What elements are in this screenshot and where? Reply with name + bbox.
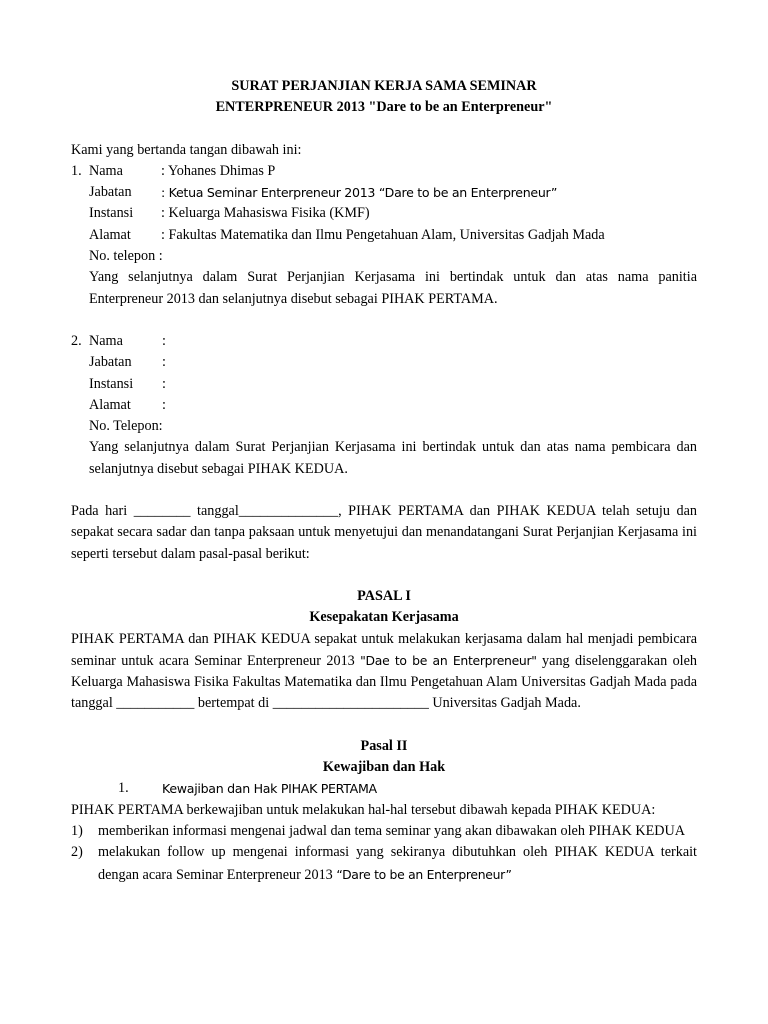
party-2-block bbox=[71, 331, 697, 480]
party-2-statement: Yang selanjutnya dalam Surat Perjanjian Kerjasama ini bertindak untuk dan atas nama pembicara dan selanjutnya disebut sebagai PIHAK KEDUA. bbox=[89, 439, 697, 477]
party-2-field-instansi bbox=[71, 374, 697, 395]
party-2-field-alamat bbox=[71, 395, 697, 416]
document-title bbox=[71, 76, 697, 119]
list-item-number: 2) bbox=[71, 844, 83, 861]
intro-text: Kami yang bertanda tangan dibawah ini: bbox=[71, 141, 302, 158]
party-1-statement: Yang selanjutnya dalam Surat Perjanjian Kerjasama ini bertindak untuk dan atas nama panitia Enterpreneur 2013 dan selanjutnya disebut sebagai PIHAK PERTAMA. bbox=[89, 269, 697, 307]
party-2-field-nama bbox=[71, 331, 697, 352]
field-value: : bbox=[162, 332, 166, 349]
party-1-block bbox=[71, 161, 697, 310]
field-label: No. Telepon: bbox=[89, 418, 163, 435]
agreement-paragraph: Pada hari ________ tanggal______________, PIHAK PERTAMA dan PIHAK KEDUA telah setuju dan sepakat secara sadar dan tanpa paksaan untuk menyetujui dan menandatangani Surat Perjanjian Kerjasama ini seperti tersebut dalam pasal-pasal berikut: bbox=[71, 503, 697, 562]
party-2-number: 2. bbox=[71, 332, 82, 349]
field-value: : Fakultas Matematika dan Ilmu Pengetahuan Alam, Universitas Gadjah Mada bbox=[161, 226, 605, 243]
list-item-text: melakukan follow up mengenai informasi yang sekiranya dibutuhkan oleh PIHAK KEDUA terkait dengan acara Seminar Enterpreneur 2013 bbox=[98, 844, 697, 883]
party-1-field-alamat bbox=[71, 225, 697, 246]
party-1-number: 1. bbox=[71, 162, 82, 179]
pasal-1-text-b: yang diselenggarakan oleh Keluarga Mahasiswa Fisika Fakultas Matematika dan Ilmu Pengetahuan Alam Universitas Gadjah Mada pada tanggal ___________ bertempat di ______________________ Universitas Gadjah Mada. bbox=[71, 652, 698, 712]
subsection-number: 1. bbox=[118, 780, 129, 797]
list-item-event-name: “Dare to be an Enterpreneur” bbox=[336, 866, 512, 882]
field-label: Jabatan bbox=[89, 354, 132, 371]
subsection-title: Kewajiban dan Hak PIHAK PERTAMA bbox=[162, 781, 377, 797]
field-value: : Yohanes Dhimas P bbox=[161, 162, 276, 179]
party-2-field-telepon bbox=[71, 416, 697, 437]
field-label: Instansi bbox=[89, 375, 134, 392]
field-value: : Ketua Seminar Enterpreneur 2013 “Dare to be an Enterpreneur” bbox=[161, 185, 558, 201]
field-label: Nama bbox=[89, 332, 123, 349]
field-label: Jabatan bbox=[89, 184, 132, 201]
title-line-1: SURAT PERJANJIAN KERJA SAMA SEMINAR bbox=[231, 78, 537, 94]
party-1-field-telepon bbox=[71, 246, 697, 267]
pasal-1-section bbox=[71, 586, 697, 715]
pasal-1-text-a: PIHAK PERTAMA dan PIHAK KEDUA sepakat untuk melakukan kerjasama dalam hal menjadi pembicara seminar untuk acara Seminar Enterpreneur 2013 bbox=[71, 630, 697, 669]
party-1-field-nama bbox=[71, 161, 697, 182]
list-item-number: 1) bbox=[71, 822, 83, 839]
field-label: No. telepon : bbox=[89, 248, 163, 265]
pasal-2-lead: PIHAK PERTAMA berkewajiban untuk melakukan hal-hal tersebut dibawah kepada PIHAK KEDUA: bbox=[71, 801, 656, 818]
field-value: : bbox=[162, 375, 166, 392]
field-value: : bbox=[162, 396, 166, 413]
list-item-body bbox=[98, 842, 697, 886]
party-2-field-jabatan bbox=[71, 352, 697, 373]
party-1-field-instansi bbox=[71, 203, 697, 224]
pasal-1-event-name: "Dae to be an Enterpreneur" bbox=[360, 652, 537, 668]
pasal-2-heading: Pasal II bbox=[360, 737, 408, 754]
pasal-2-subsection-title bbox=[71, 778, 697, 799]
pasal-1-heading: PASAL I bbox=[357, 587, 411, 604]
field-label: Alamat bbox=[89, 396, 131, 413]
field-value: : Keluarga Mahasiswa Fisika (KMF) bbox=[161, 205, 370, 222]
title-line-2: ENTERPRENEUR 2013 "Dare to be an Enterpreneur" bbox=[215, 99, 553, 116]
pasal-2-subheading: Kewajiban dan Hak bbox=[322, 759, 446, 776]
pasal-1-subheading: Kesepakatan Kerjasama bbox=[309, 609, 459, 626]
party-1-field-jabatan bbox=[71, 182, 697, 203]
pasal-1-paragraph bbox=[71, 629, 697, 715]
field-label: Alamat bbox=[89, 226, 131, 243]
pasal-2-section bbox=[71, 736, 697, 886]
list-item bbox=[71, 821, 697, 842]
field-label: Instansi bbox=[89, 205, 134, 222]
list-item bbox=[71, 842, 697, 886]
list-item-text: memberikan informasi mengenai jadwal dan tema seminar yang akan dibawakan oleh PIHAK KEDUA bbox=[98, 822, 686, 839]
field-value: : bbox=[162, 354, 166, 371]
field-label: Nama bbox=[89, 162, 123, 179]
